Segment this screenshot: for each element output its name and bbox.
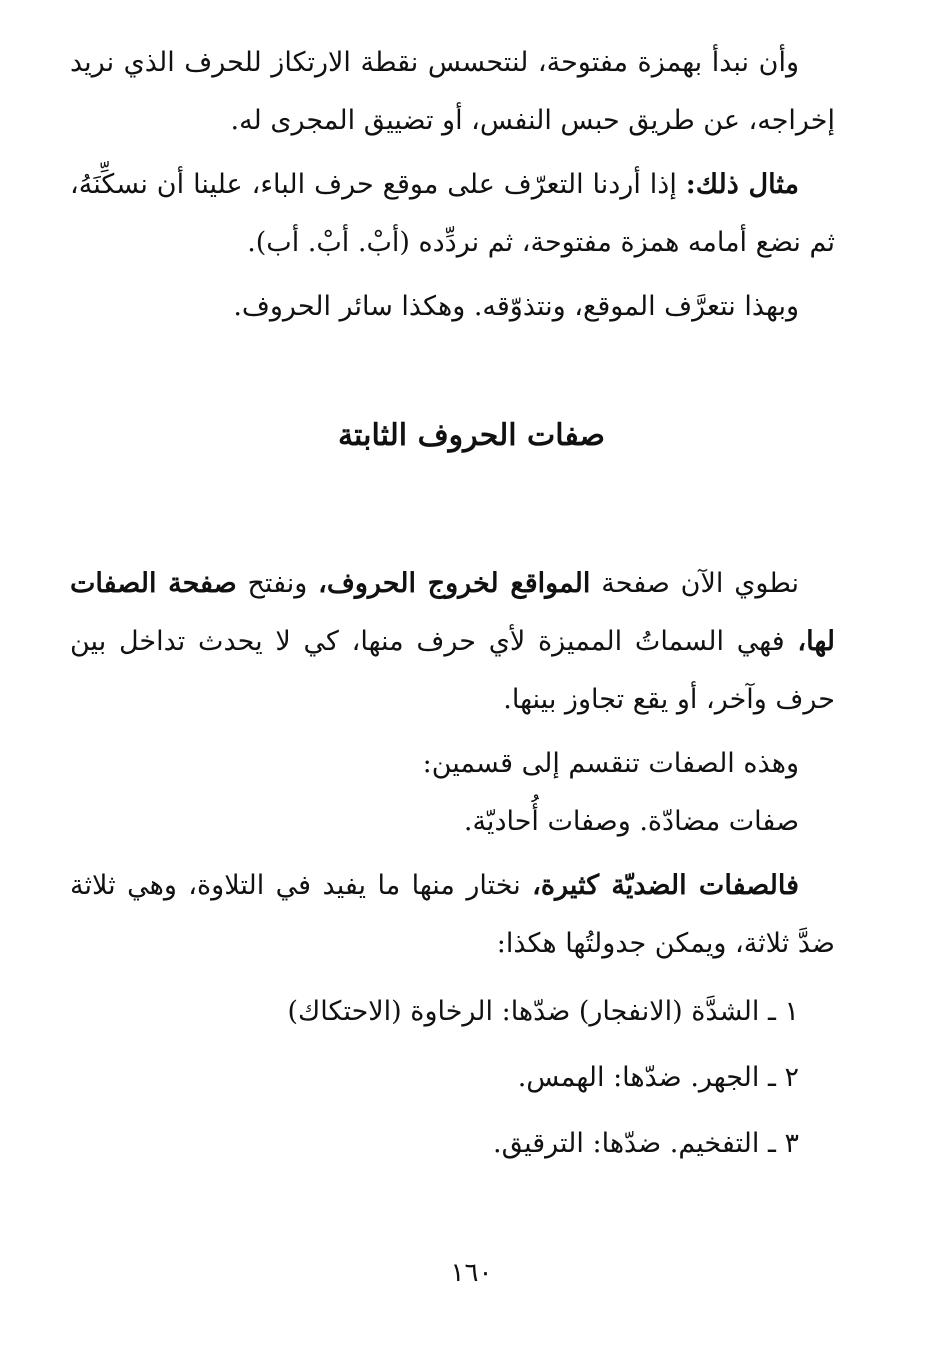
section-paragraph-1-part-e: فهي السماتُ المميزة لأي حرف منها، كي لا يحدث تداخل بين حرف وآخر، أو يقع تجاوز بينها. xyxy=(70,626,835,715)
section-paragraph-1-part-c: ونفتح xyxy=(236,568,319,599)
section-paragraph-3: صفات مضادّة. وصفات أُحاديّة. xyxy=(463,806,799,837)
list-item: ١ ـ الشدَّة (الانفجار) ضدّها: الرخاوة (الاحتكاك) xyxy=(287,996,799,1027)
example-text: إذا أردنا التعرّف على موقع حرف الباء، علينا أن نسكِّنَهُ، ثم نضع أمامه همزة مفتوحة، ثم نردِّده (أبْ. أبْ. أب). xyxy=(70,169,835,258)
section-paragraph-4-label: فالصفات الضديّة كثيرة، xyxy=(532,870,800,901)
list-item: ٣ ـ التفخيم. ضدّها: الترقيق. xyxy=(492,1128,799,1159)
intro-paragraph-1: وأن نبدأ بهمزة مفتوحة، لنتحسس نقطة الارتكاز للحرف الذي نريد إخراجه، عن طريق حبس النفس، أو تضييق المجرى له. xyxy=(70,47,835,136)
section-heading: صفات الحروف الثابتة xyxy=(337,418,606,453)
list-item: ٢ ـ الجهر. ضدّها: الهمس. xyxy=(517,1062,799,1093)
section-paragraph-1-part-b: المواقع لخروج الحروف، xyxy=(318,568,591,599)
intro-text xyxy=(70,34,835,336)
example-label: مثال ذلك: xyxy=(685,169,799,200)
section-paragraph-1-part-d: صفحة الصفات لها، xyxy=(70,568,835,657)
section-paragraph-4-text: نختار منها ما يفيد في التلاوة، وهي ثلاثة ضدَّ ثلاثة، ويمكن جدولتُها هكذا: xyxy=(70,870,835,959)
section-paragraph-2: وهذه الصفات تنقسم إلى قسمين: xyxy=(422,748,799,779)
section-paragraph-1-part-a: نطوي الآن صفحة xyxy=(590,568,799,599)
page-number: ١٦٠ xyxy=(450,1258,493,1288)
section-paragraph-4 xyxy=(70,857,835,973)
example-paragraph xyxy=(70,156,835,272)
section-paragraph-1 xyxy=(70,555,835,729)
intro-paragraph-3: وبهذا نتعرَّف الموقع، ونتذوّقه. وهكذا سائر الحروف. xyxy=(233,291,799,322)
section-text xyxy=(70,555,835,1173)
